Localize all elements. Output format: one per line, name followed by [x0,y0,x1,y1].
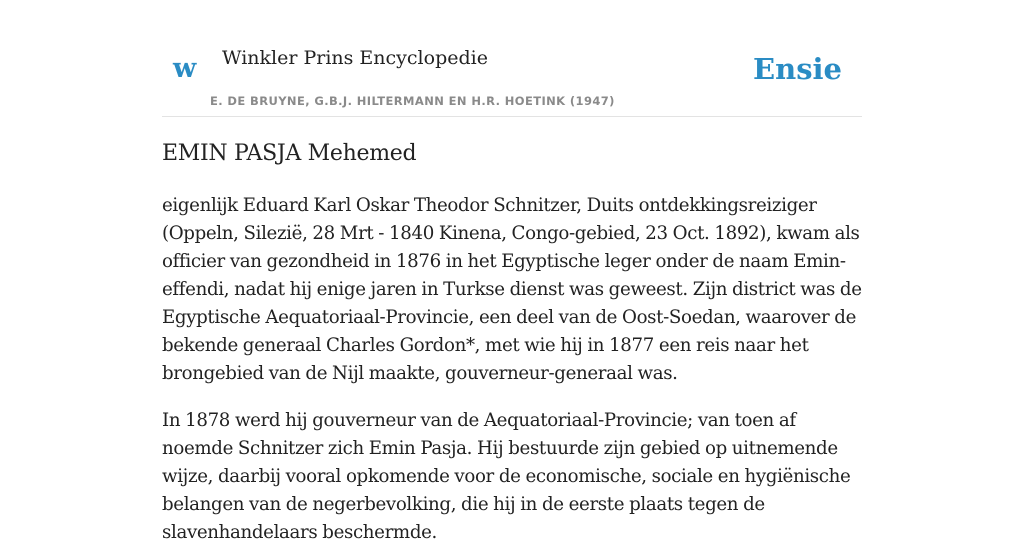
article-paragraph: In 1878 werd hij gouverneur van de Aequatoriaal-Provincie; van toen af noemde Schnitzer zich Emin Pasja. Hij bestuurde zijn gebied op uitnemende wijze, daarbij vooral opkomende voor de economische, sociale en hygiënische belangen van de negerbevolking, die hij in de eerste plaats tegen de slavenhandelaars beschermde. [162,410,851,543]
site-header [162,0,862,117]
article-title: EMIN PASJA Mehemed [162,141,417,166]
encyclopedia-logo[interactable]: w [173,53,197,84]
article-paragraph: eigenlijk Eduard Karl Oskar Theodor Schnitzer, Duits ontdekkingsreiziger (Oppeln, Silezië, 28 Mrt - 1840 Kinena, Congo-gebied, 23 Oct. 1892), kwam als officier van gezondheid in 1876 in het Egyptische leger onder de naam Emin-effendi, nadat hij enige jaren in Turkse dienst was geweest. Zijn district was de Egyptische Aequatoriaal-Provincie, een deel van de Oost-Soedan, waarover de bekende generaal Charles Gordon*, met wie hij in 1877 een reis naar het brongebied van de Nijl maakte, gouverneur-generaal was. [162,195,862,384]
encyclopedia-authors: E. DE BRUYNE, G.B.J. HILTERMANN EN H.R. HOETINK (1947) [210,94,615,108]
encyclopedia-title[interactable]: Winkler Prins Encyclopedie [222,47,488,69]
ensie-brand-logo[interactable]: Ensie [753,52,842,86]
article [162,136,867,547]
